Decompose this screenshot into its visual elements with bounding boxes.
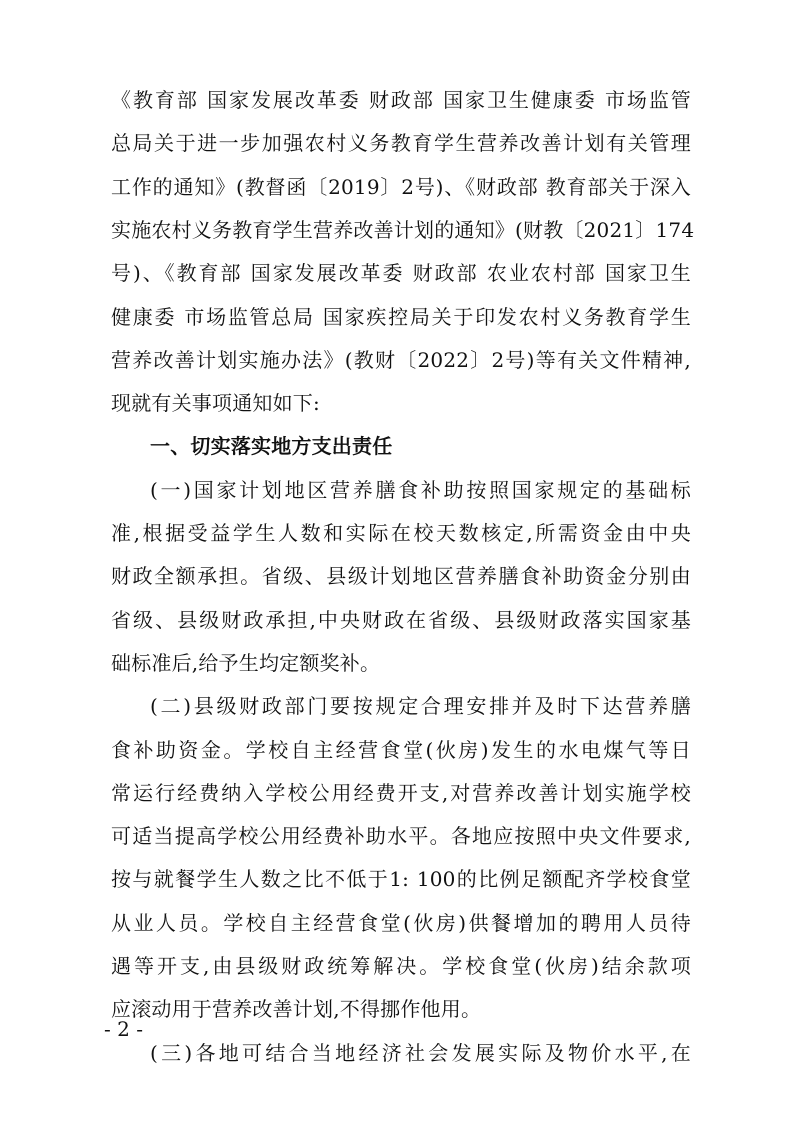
text-line-20: 从业人员。学校自主经营食堂(伙房)供餐增加的聘用人员待 (111, 911, 691, 935)
text-line-19: 按与就餐学生人数之比不低于1: 100的比例足额配齐学校食堂 (111, 867, 691, 891)
text-line-16: 食补助资金。学校自主经营食堂(伙房)发生的水电煤气等日 (111, 738, 691, 762)
text-line-23: (三)各地可结合当地经济社会发展实际及物价水平,在 (150, 1041, 691, 1065)
text-line-13: 省级、县级财政承担,中央财政在省级、县级财政落实国家基 (111, 608, 691, 632)
text-line-15: (二)县级财政部门要按规定合理安排并及时下达营养膳 (150, 694, 691, 718)
text-line-18: 可适当提高学校公用经费补助水平。各地应按照中央文件要求, (111, 824, 691, 848)
text-line-17: 常运行经费纳入学校公用经费开支,对营养改善计划实施学校 (111, 781, 691, 805)
text-line-5: 号)、《教育部 国家发展改革委 财政部 农业农村部 国家卫生 (111, 261, 691, 285)
text-line-6: 健康委 市场监管总局 国家疾控局关于印发农村义务教育学生 (111, 305, 691, 329)
text-line-2: 总局关于进一步加强农村义务教育学生营养改善计划有关管理 (111, 131, 691, 155)
text-line-1: 《教育部 国家发展改革委 财政部 国家卫生健康委 市场监管 (111, 88, 691, 112)
text-line-4: 实施农村义务教育学生营养改善计划的通知》(财教〔2021〕174 (111, 218, 695, 242)
text-line-11: 准,根据受益学生人数和实际在校天数核定,所需资金由中央 (111, 521, 691, 545)
text-line-14: 础标准后,给予生均定额奖补。 (111, 651, 381, 675)
text-line-10: (一)国家计划地区营养膳食补助按照国家规定的基础标 (150, 478, 691, 502)
text-line-21: 遇等开支,由县级财政统筹解决。学校食堂(伙房)结余款项 (111, 954, 691, 978)
text-line-7: 营养改善计划实施办法》(教财〔2022〕2号)等有关文件精神, (111, 348, 691, 372)
section-heading-1: 一、切实落实地方支出责任 (150, 434, 393, 458)
page-number: - 2 - (104, 1017, 143, 1041)
text-line-12: 财政全额承担。省级、县级计划地区营养膳食补助资金分别由 (111, 564, 691, 588)
text-line-22: 应滚动用于营养改善计划,不得挪作他用。 (111, 997, 482, 1021)
text-line-8: 现就有关事项通知如下: (111, 391, 320, 415)
text-line-3: 工作的通知》(教督函〔2019〕2号)、《财政部 教育部关于深入 (111, 175, 691, 199)
